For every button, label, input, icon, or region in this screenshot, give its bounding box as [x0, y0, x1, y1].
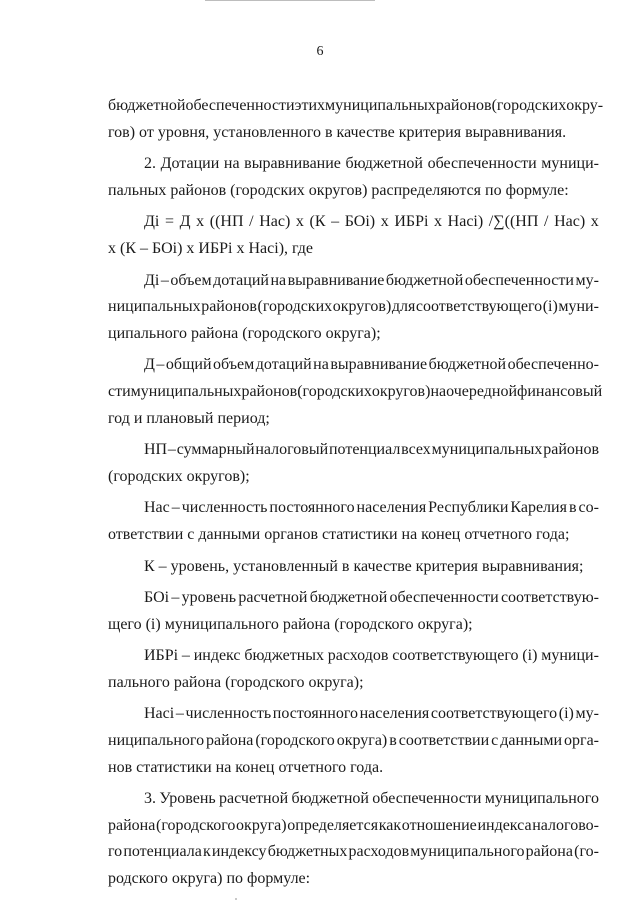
scan-edge-mark [205, 0, 375, 1]
text-line: сти муниципальных районов (городских округов) на очередной финансовый [108, 382, 603, 400]
text-line: 2. Дотации на выравнивание бюджетной обеспеченности муници- [144, 155, 599, 173]
text-line: ИБРi – индекс бюджетных расходов соответствующего (i) муници- [144, 647, 599, 665]
text-line: района (городского округа) определяется как отношение индекса налогово- [108, 816, 599, 834]
text-line: нов статистики на конец отчетного года. [108, 758, 384, 776]
text-line: Дi – объем дотаций на выравнивание бюджетной обеспеченности му- [144, 271, 599, 289]
text-line: год и плановый период; [108, 409, 270, 427]
text-line: НП – суммарный налоговый потенциал всех муниципальных районов [144, 441, 599, 459]
text-line: ципального района (городского округа); [108, 324, 381, 342]
scan-speck [235, 898, 237, 900]
text-line: го потенциала к индексу бюджетных расходов муниципального района (го- [108, 843, 599, 861]
text-line: Дi = Д х ((НП / Нас) х (К – БОi) х ИБРi х Насi) /∑((НП / Нас) х [144, 213, 599, 231]
text-line: гов) от уровня, установленного в качестве критерия выравнивания. [108, 123, 567, 141]
text-line: родского округа) по формуле: [108, 870, 311, 888]
text-line: пального района (городского округа); [108, 673, 364, 691]
text-line: Насi – численность постоянного населения соответствующего (i) му- [144, 705, 599, 723]
text-line: Д – общий объем дотаций на выравнивание бюджетной обеспеченно- [144, 356, 599, 374]
text-line: (городских округов); [108, 467, 250, 485]
text-line: щего (i) муниципального района (городского округа); [108, 615, 473, 633]
text-line: бюджетной обеспеченности этих муниципальных районов (городских окру- [108, 97, 604, 114]
text-line: БОi – уровень расчетной бюджетной обеспеченности соответствую- [144, 589, 599, 607]
text-line: х (К – БОi) х ИБРi х Насi), где [108, 239, 314, 257]
text-line: ниципальных районов (городских округов) для соответствующего (i) муни- [108, 298, 599, 316]
text-line: Нас – численность постоянного населения Республики Карелия в со- [144, 499, 599, 517]
text-line: ответствии с данными органов статистики на конец отчетного года; [108, 525, 570, 543]
document-body [108, 93, 604, 893]
text-line: пальных районов (городских округов) распределяются по формуле: [108, 181, 569, 199]
page-number: 6 [316, 44, 324, 59]
text-line: ниципального района (городского округа) в соответствии с данными орга- [108, 732, 599, 750]
text-line: К – уровень, установленный в качестве критерия выравнивания; [144, 557, 584, 575]
text-line: 3. Уровень расчетной бюджетной обеспеченности муниципального [144, 790, 599, 808]
